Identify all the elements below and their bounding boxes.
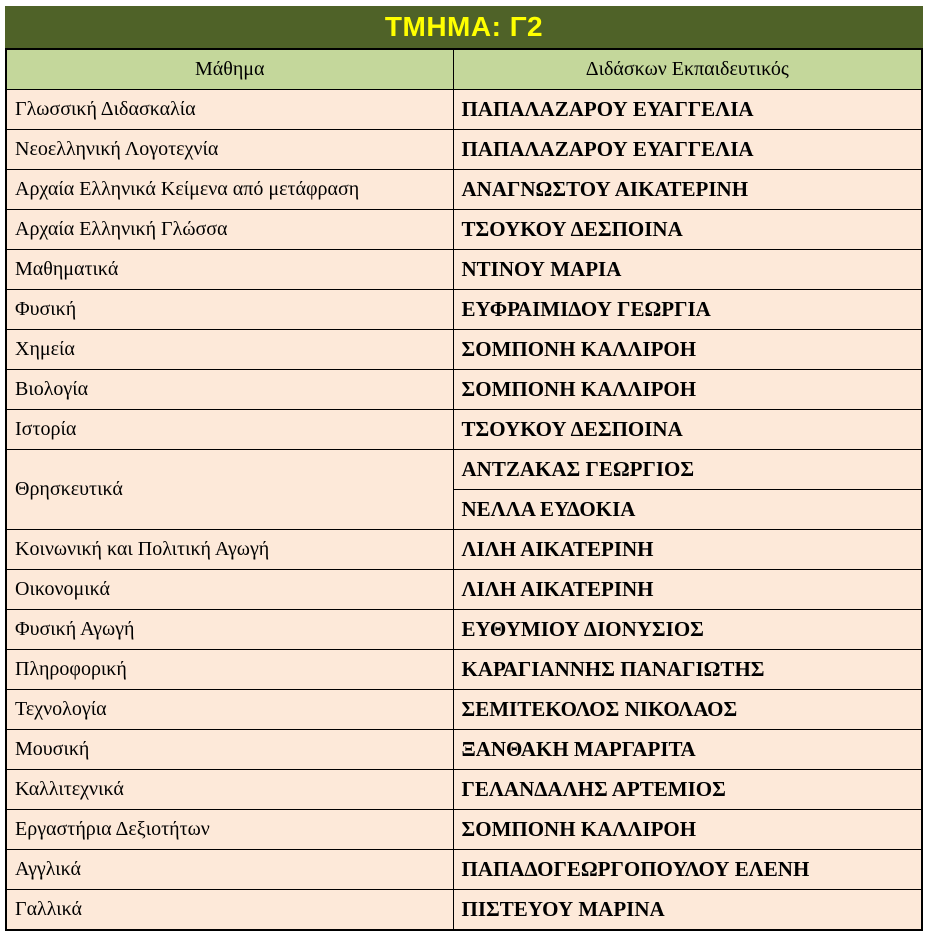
table-row [6,410,922,450]
teacher-cell: ΞΑΝΘΑΚΗ ΜΑΡΓΑΡΙΤΑ [453,730,922,770]
table-row [6,650,922,690]
table-row [6,770,922,810]
page-title: ΤΜΗΜΑ: Γ2 [5,6,923,48]
column-header-subject: Μάθημα [6,49,453,90]
teacher-cell: ΑΝΑΓΝΩΣΤΟΥ ΑΙΚΑΤΕΡΙΝΗ [453,170,922,210]
subject-cell: Αγγλικά [6,850,453,890]
table-row [6,330,922,370]
table-row [6,290,922,330]
column-header-teacher: Διδάσκων Εκπαιδευτικός [453,49,922,90]
subject-cell: Φυσική [6,290,453,330]
table-row [6,250,922,290]
table-row [6,890,922,931]
subject-cell: Ιστορία [6,410,453,450]
header-row [6,49,922,90]
subject-cell: Θρησκευτικά [6,450,453,530]
teacher-cell: ΓΕΛΑΝΔΑΛΗΣ ΑΡΤΕΜΙΟΣ [453,770,922,810]
subject-cell: Γαλλικά [6,890,453,931]
table-row [6,570,922,610]
subject-cell: Αρχαία Ελληνική Γλώσσα [6,210,453,250]
subject-cell: Νεοελληνική Λογοτεχνία [6,130,453,170]
table-row [6,450,922,490]
teacher-cell: ΤΣΟΥΚΟΥ ΔΕΣΠΟΙΝΑ [453,210,922,250]
subject-cell: Μουσική [6,730,453,770]
subject-cell: Γλωσσική Διδασκαλία [6,90,453,130]
subject-cell: Φυσική Αγωγή [6,610,453,650]
teacher-cell: ΛΙΛΗ ΑΙΚΑΤΕΡΙΝΗ [453,530,922,570]
teacher-cell: ΤΣΟΥΚΟΥ ΔΕΣΠΟΙΝΑ [453,410,922,450]
table-row [6,170,922,210]
table-row [6,730,922,770]
teacher-cell: ΕΥΦΡΑΙΜΙΔΟΥ ΓΕΩΡΓΙΑ [453,290,922,330]
teacher-cell: ΝΤΙΝΟΥ ΜΑΡΙΑ [453,250,922,290]
subject-cell: Βιολογία [6,370,453,410]
table-row [6,810,922,850]
table-row [6,90,922,130]
subject-cell: Εργαστήρια Δεξιοτήτων [6,810,453,850]
subject-cell: Αρχαία Ελληνικά Κείμενα από μετάφραση [6,170,453,210]
teacher-cell: ΠΑΠΑΛΑΖΑΡΟΥ ΕΥΑΓΓΕΛΙΑ [453,90,922,130]
subject-cell: Πληροφορική [6,650,453,690]
teacher-cell: ΠΑΠΑΛΑΖΑΡΟΥ ΕΥΑΓΓΕΛΙΑ [453,130,922,170]
subject-cell: Κοινωνική και Πολιτική Αγωγή [6,530,453,570]
teacher-cell: ΕΥΘΥΜΙΟΥ ΔΙΟΝΥΣΙΟΣ [453,610,922,650]
subject-cell: Χημεία [6,330,453,370]
teacher-cell: ΣΟΜΠΟΝΗ ΚΑΛΛΙΡΟΗ [453,370,922,410]
subject-cell: Τεχνολογία [6,690,453,730]
table-row [6,370,922,410]
table-row [6,850,922,890]
table-row [6,610,922,650]
teacher-cell: ΣΟΜΠΟΝΗ ΚΑΛΛΙΡΟΗ [453,330,922,370]
teacher-cell: ΣΟΜΠΟΝΗ ΚΑΛΛΙΡΟΗ [453,810,922,850]
teacher-cell: ΣΕΜΙΤΕΚΟΛΟΣ ΝΙΚΟΛΑΟΣ [453,690,922,730]
table-row [6,210,922,250]
teacher-cell: ΛΙΛΗ ΑΙΚΑΤΕΡΙΝΗ [453,570,922,610]
subject-cell: Μαθηματικά [6,250,453,290]
teacher-cell: ΚΑΡΑΓΙΑΝΝΗΣ ΠΑΝΑΓΙΩΤΗΣ [453,650,922,690]
schedule-table [5,48,923,931]
schedule-body [6,90,922,931]
teacher-cell: ΠΙΣΤΕΥΟΥ ΜΑΡΙΝΑ [453,890,922,931]
teacher-cell: ΑΝΤΖΑΚΑΣ ΓΕΩΡΓΙΟΣ [453,450,922,490]
table-row [6,690,922,730]
subject-cell: Καλλιτεχνικά [6,770,453,810]
teacher-cell: ΝΕΛΛΑ ΕΥΔΟΚΙΑ [453,490,922,530]
table-row [6,130,922,170]
table-row [6,530,922,570]
subject-cell: Οικονομικά [6,570,453,610]
teacher-cell: ΠΑΠΑΔΟΓΕΩΡΓΟΠΟΥΛΟΥ ΕΛΕΝΗ [453,850,922,890]
class-schedule-sheet [5,6,923,931]
